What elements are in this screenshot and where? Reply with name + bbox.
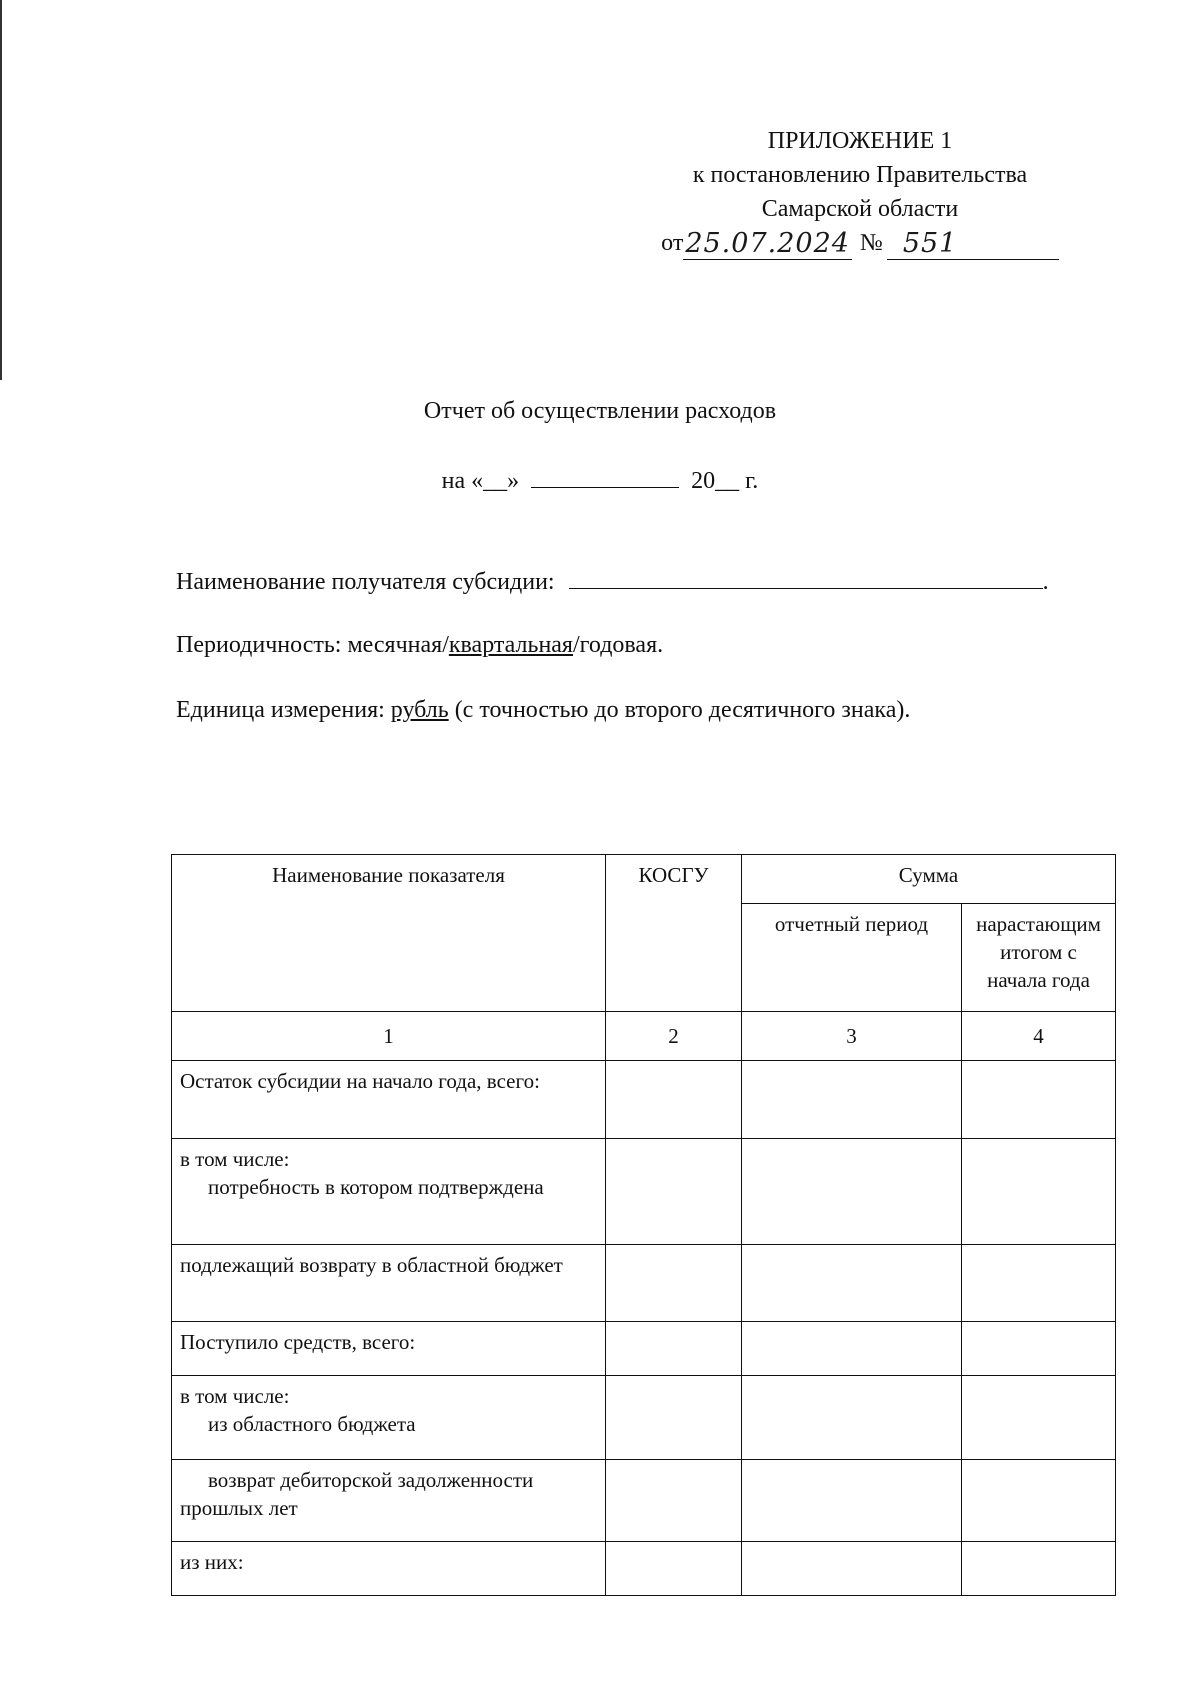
- row-label: из них:: [172, 1542, 606, 1596]
- handwritten-date: 25.07.2024: [685, 228, 850, 259]
- column-number: 2: [606, 1012, 742, 1061]
- cumulative-cell: [962, 1245, 1116, 1322]
- kosgu-cell: [606, 1322, 742, 1376]
- recipient-field: Наименование получателя субсидии: .: [176, 569, 1049, 595]
- appendix-reference: [661, 226, 1059, 260]
- table-row: [172, 1139, 1116, 1245]
- row-label: возврат дебиторской задолженности прошлых лет: [172, 1460, 606, 1542]
- row-label: Поступило средств, всего:: [172, 1322, 606, 1376]
- row-label-group: в том числе:: [180, 1147, 290, 1171]
- appendix-line-2: к постановлению Правительства: [692, 162, 1028, 188]
- cumulative-cell: [962, 1322, 1116, 1376]
- kosgu-cell: [606, 1061, 742, 1139]
- recipient-label: Наименование получателя субсидии:: [176, 569, 555, 595]
- report-title: Отчет об осуществлении расходов: [423, 398, 777, 424]
- row-label: [172, 1139, 606, 1245]
- period-cell: [742, 1322, 962, 1376]
- report-date-day: на «__»: [441, 468, 520, 494]
- period-cell: [742, 1542, 962, 1596]
- unit-selected: рубль: [390, 697, 449, 723]
- period-cell: [742, 1245, 962, 1322]
- report-date-year: 20__ г.: [691, 468, 759, 494]
- appendix-line-3: Самарской области: [761, 196, 959, 222]
- row-label: Остаток субсидии на начало года, всего:: [172, 1061, 606, 1139]
- table-row: [172, 1245, 1116, 1322]
- table-row: [172, 1460, 1116, 1542]
- recipient-blank: [569, 568, 1043, 589]
- period-cell: [742, 1376, 962, 1460]
- cumulative-cell: [962, 1139, 1116, 1245]
- number-label: №: [859, 230, 883, 256]
- periodicity-suffix: /годовая.: [572, 632, 664, 658]
- column-number-row: [172, 1012, 1116, 1061]
- from-label: от: [661, 230, 684, 256]
- row-label: подлежащий возврату в областной бюджет: [172, 1245, 606, 1322]
- period-cell: [742, 1061, 962, 1139]
- table-row: [172, 1061, 1116, 1139]
- header-sum: Сумма: [742, 855, 1116, 904]
- cumulative-cell: [962, 1061, 1116, 1139]
- handwritten-number: 551: [887, 229, 1059, 260]
- expense-report-table: [171, 854, 1116, 1596]
- unit-field: [176, 697, 910, 724]
- row-label-sub: из областного бюджета: [208, 1412, 416, 1436]
- unit-suffix: (с точностью до второго десятичного знака).: [454, 697, 911, 723]
- header-indicator: Наименование показателя: [172, 855, 606, 1012]
- kosgu-cell: [606, 1460, 742, 1542]
- column-number: 4: [962, 1012, 1116, 1061]
- header-cumulative: нарастающим итогом с начала года: [962, 904, 1116, 1012]
- column-number: 1: [172, 1012, 606, 1061]
- report-date-line: [0, 467, 1200, 495]
- table-row: [172, 1322, 1116, 1376]
- table-row: [172, 1542, 1116, 1596]
- row-label-sub: потребность в котором подтверждена: [208, 1175, 544, 1199]
- kosgu-cell: [606, 1139, 742, 1245]
- table-row: [172, 1376, 1116, 1460]
- kosgu-cell: [606, 1245, 742, 1322]
- row-label-group: в том числе:: [180, 1384, 290, 1408]
- row-label: [172, 1376, 606, 1460]
- report-date-month-blank: [531, 467, 679, 488]
- period-cell: [742, 1139, 962, 1245]
- kosgu-cell: [606, 1376, 742, 1460]
- periodicity-field: [176, 632, 663, 659]
- scan-edge-line: [0, 0, 2, 380]
- header-period: отчетный период: [742, 904, 962, 1012]
- kosgu-cell: [606, 1542, 742, 1596]
- cumulative-cell: [962, 1542, 1116, 1596]
- cumulative-cell: [962, 1376, 1116, 1460]
- periodicity-label: Периодичность: месячная/: [176, 632, 449, 658]
- appendix-header: [640, 124, 1080, 260]
- appendix-title: ПРИЛОЖЕНИЕ 1: [767, 128, 953, 154]
- cumulative-cell: [962, 1460, 1116, 1542]
- column-number: 3: [742, 1012, 962, 1061]
- header-row: [172, 855, 1116, 904]
- periodicity-selected: квартальная: [448, 632, 573, 658]
- unit-label: Единица измерения:: [176, 697, 385, 723]
- header-kosgu: КОСГУ: [606, 855, 742, 1012]
- period-cell: [742, 1460, 962, 1542]
